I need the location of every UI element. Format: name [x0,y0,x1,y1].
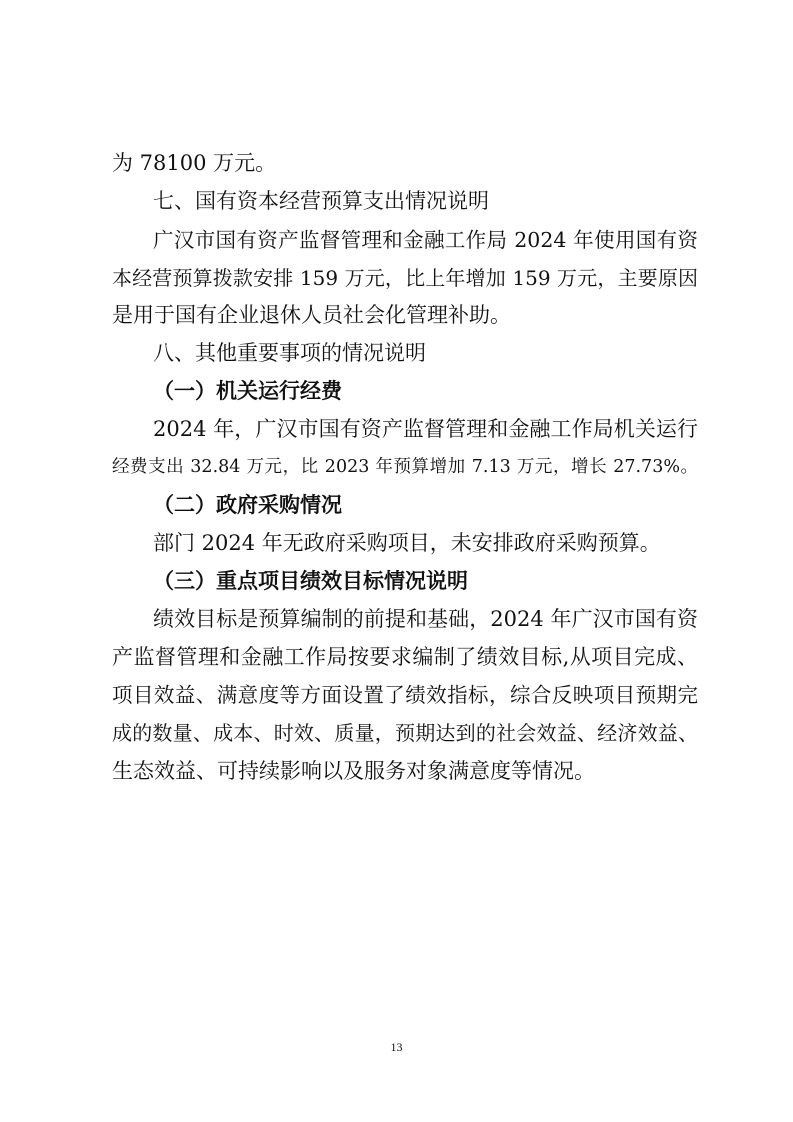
paragraph-line: 成的数量、成本、时效、质量，预期达到的社会效益、经济效益、 [112,721,698,745]
paragraph-line: 本经营预算拨款安排 159 万元，比上年增加 159 万元，主要原因 [112,266,698,290]
paragraph-line: 经费支出 32.84 万元，比 2023 年预算增加 7.13 万元，增长 27.73%。 [112,457,698,477]
section-heading-7: 七、国有资本经营预算支出情况说明 [153,189,489,213]
paragraph-line: 绩效目标是预算编制的前提和基础，2024 年广汉市国有资 [153,607,698,631]
paragraph-line: 广汉市国有资产监督管理和金融工作局 2024 年使用国有资 [153,228,698,252]
subsection-heading-3: （三）重点项目绩效目标情况说明 [153,569,468,593]
subsection-heading-2: （二）政府采购情况 [153,493,342,517]
section-heading-8: 八、其他重要事项的情况说明 [153,341,426,365]
paragraph-line: 是用于国有企业退休人员社会化管理补助。 [112,303,511,327]
paragraph-line: 2024 年，广汉市国有资产监督管理和金融工作局机关运行 [153,417,698,441]
subsection-heading-1: （一）机关运行经费 [153,379,342,403]
paragraph-line: 部门 2024 年无政府采购项目，未安排政府采购预算。 [153,531,661,555]
paragraph-line: 生态效益、可持续影响以及服务对象满意度等情况。 [112,759,595,783]
paragraph-line: 项目效益、满意度等方面设置了绩效指标，综合反映项目预期完 [112,683,698,707]
paragraph-line: 产监督管理和金融工作局按要求编制了绩效目标,从项目完成、 [112,645,698,669]
page-number: 13 [390,1040,403,1054]
paragraph-continuation: 为 78100 万元。 [112,151,277,175]
